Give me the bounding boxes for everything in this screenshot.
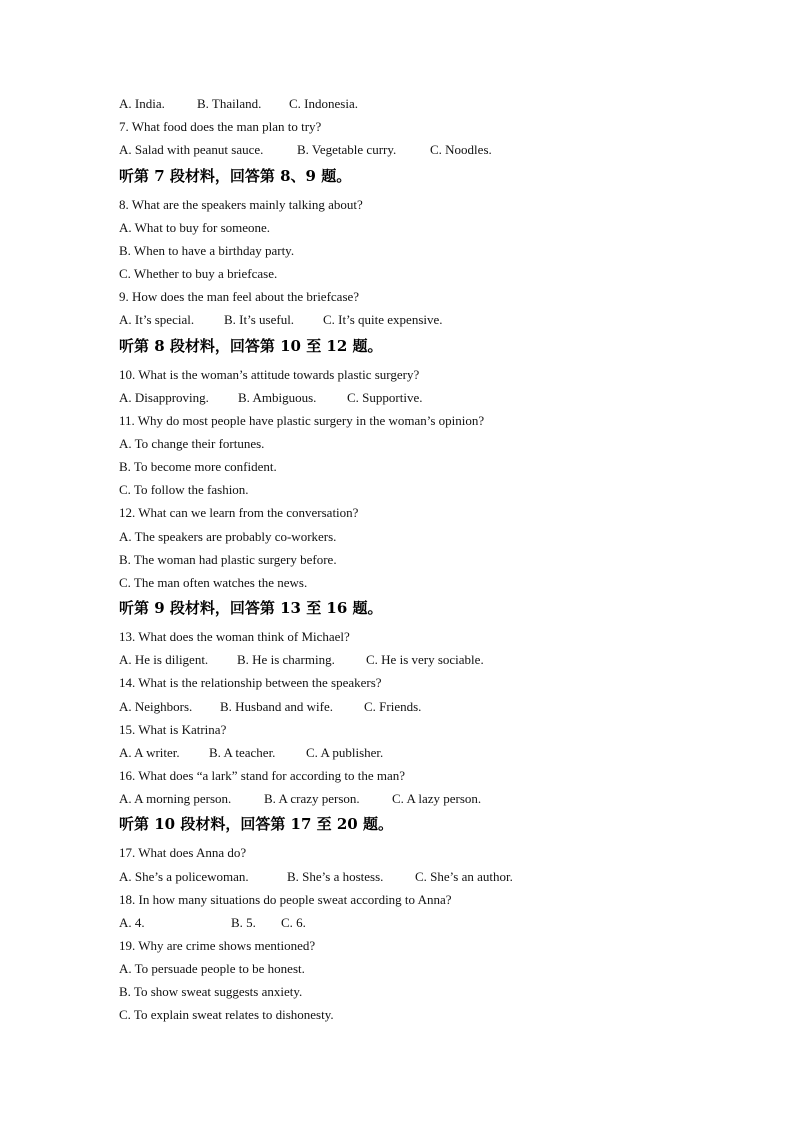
q16-options <box>119 791 481 807</box>
q8-option-b: B. When to have a birthday party. <box>119 243 295 258</box>
q6-option-c: C. Indonesia. <box>289 96 358 111</box>
q11-option-c: C. To follow the fashion. <box>119 482 249 497</box>
q12-option-c: C. The man often watches the news. <box>119 575 308 590</box>
q10-question: 10. What is the woman’s attitude towards plastic surgery? <box>119 367 420 382</box>
q10-options <box>119 390 422 406</box>
q6-option-a: A. India. <box>119 96 165 111</box>
q11-option-b: B. To become more confident. <box>119 459 277 474</box>
q13-option-b: B. He is charming. <box>237 652 335 667</box>
q16-option-a: A. A morning person. <box>119 791 232 806</box>
q11-question: 11. Why do most people have plastic surgery in the woman’s opinion? <box>119 413 485 428</box>
q19-option-a: A. To persuade people to be honest. <box>119 961 305 976</box>
q14-option-a: A. Neighbors. <box>119 699 193 714</box>
q8-question: 8. What are the speakers mainly talking about? <box>119 197 363 212</box>
q13-options <box>119 652 484 668</box>
section-10-heading: 听第 10 段材料，回答第 17 至 20 题。 <box>119 815 393 833</box>
q10-option-b: B. Ambiguous. <box>238 390 317 405</box>
q17-options <box>119 869 513 885</box>
q6-options <box>119 96 358 112</box>
q14-options <box>119 699 421 715</box>
q17-question: 17. What does Anna do? <box>119 845 247 860</box>
q15-options <box>119 745 383 761</box>
q9-option-c: C. It’s quite expensive. <box>323 312 443 327</box>
q18-option-c: C. 6. <box>281 915 306 930</box>
q19-option-b: B. To show sweat suggests anxiety. <box>119 984 303 999</box>
q12-question: 12. What can we learn from the conversation? <box>119 505 359 520</box>
q9-options <box>119 312 443 328</box>
q7-options <box>119 142 492 158</box>
q11-option-a: A. To change their fortunes. <box>119 436 265 451</box>
q7-option-b: B. Vegetable curry. <box>297 142 397 157</box>
q14-question: 14. What is the relationship between the speakers? <box>119 675 382 690</box>
q17-option-c: C. She’s an author. <box>415 869 513 884</box>
q7-option-a: A. Salad with peanut sauce. <box>119 142 264 157</box>
q6-option-b: B. Thailand. <box>197 96 262 111</box>
section-7-heading: 听第 7 段材料，回答第 8、9 题。 <box>119 167 352 185</box>
q19-option-c: C. To explain sweat relates to dishonesty. <box>119 1007 334 1022</box>
q16-option-c: C. A lazy person. <box>392 791 482 806</box>
q18-option-a: A. 4. <box>119 915 145 930</box>
q17-option-b: B. She’s a hostess. <box>287 869 384 884</box>
q9-question: 9. How does the man feel about the briefcase? <box>119 289 360 304</box>
q15-question: 15. What is Katrina? <box>119 722 227 737</box>
q15-option-b: B. A teacher. <box>209 745 276 760</box>
q15-option-a: A. A writer. <box>119 745 180 760</box>
q19-question: 19. Why are crime shows mentioned? <box>119 938 316 953</box>
section-8-heading: 听第 8 段材料，回答第 10 至 12 题。 <box>119 337 383 355</box>
q16-option-b: B. A crazy person. <box>264 791 360 806</box>
q18-options <box>119 915 306 931</box>
q17-option-a: A. She’s a policewoman. <box>119 869 249 884</box>
q7-question: 7. What food does the man plan to try? <box>119 119 322 134</box>
q13-question: 13. What does the woman think of Michael? <box>119 629 350 644</box>
q16-question: 16. What does “a lark” stand for according to the man? <box>119 768 406 783</box>
q15-option-c: C. A publisher. <box>306 745 384 760</box>
q18-option-b: B. 5. <box>231 915 256 930</box>
section-9-heading: 听第 9 段材料，回答第 13 至 16 题。 <box>119 599 383 617</box>
q9-option-a: A. It’s special. <box>119 312 195 327</box>
q14-option-c: C. Friends. <box>364 699 422 714</box>
q10-option-c: C. Supportive. <box>347 390 423 405</box>
q12-option-a: A. The speakers are probably co-workers. <box>119 529 337 544</box>
q13-option-a: A. He is diligent. <box>119 652 209 667</box>
q13-option-c: C. He is very sociable. <box>366 652 484 667</box>
q14-option-b: B. Husband and wife. <box>220 699 334 714</box>
q9-option-b: B. It’s useful. <box>224 312 295 327</box>
q18-question: 18. In how many situations do people sweat according to Anna? <box>119 892 452 907</box>
q12-option-b: B. The woman had plastic surgery before. <box>119 552 337 567</box>
q10-option-a: A. Disapproving. <box>119 390 209 405</box>
q7-option-c: C. Noodles. <box>430 142 492 157</box>
q8-option-a: A. What to buy for someone. <box>119 220 271 235</box>
q8-option-c: C. Whether to buy a briefcase. <box>119 266 278 281</box>
